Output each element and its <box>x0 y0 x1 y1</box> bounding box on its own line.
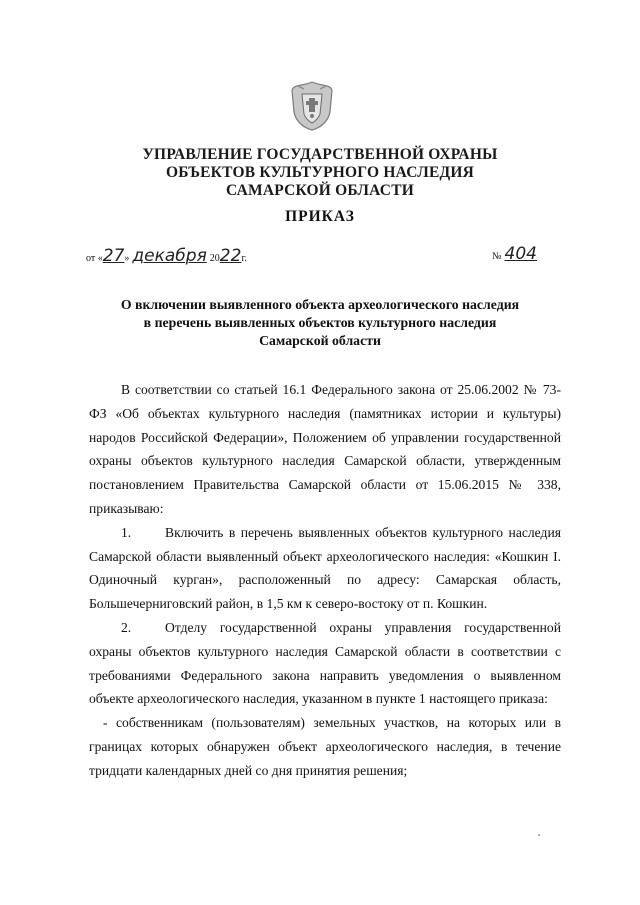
order-number <box>492 244 563 264</box>
item-1-number: 1. <box>121 524 132 540</box>
item-2-paragraph <box>89 616 561 711</box>
date-month: декабря <box>132 246 207 266</box>
item-2-text: Отделу государственной охраны управления государственной охраны объектов культурного наследия Самарской области в соответствии с требованиями Федерального закона направить уведомления о выявленном объекте археологического наследия, указанном в пункте 1 настоящего приказа: <box>89 619 561 707</box>
subject-line-3: Самарской области <box>259 333 381 348</box>
date-prefix: от « <box>86 253 103 264</box>
page-speck <box>538 834 540 836</box>
preamble-paragraph: В соответствии со статьей 16.1 Федерального закона от 25.06.2002 № 73-ФЗ «Об объектах культурного наследия (памятниках истории и культуры) народов Российской Федерации», Положением об управлении государственной охраны объектов культурного наследия Самарской области, утвержденным постановлением Правительства Самарской области от 15.06.2015 № 338, приказываю: <box>89 382 561 516</box>
item-2-number: 2. <box>121 619 132 635</box>
dash-marker: - <box>103 715 108 731</box>
date-day: 27 <box>102 246 125 266</box>
number-prefix: № <box>492 251 502 262</box>
agency-line-2: ОБЪЕКТОВ КУЛЬТУРНОГО НАСЛЕДИЯ <box>165 164 475 181</box>
coat-of-arms-icon <box>290 80 334 132</box>
date-mid: » <box>124 253 130 264</box>
dash-item-1-text: собственникам (пользователям) земельных участков, на которых или в границах которых обнаружен объект археологического наследия, в течение тридцати календарных дней со дня принятия решения; <box>89 715 561 778</box>
dash-item-1 <box>89 711 561 782</box>
date-year-suffix: 22 <box>219 246 242 266</box>
order-subject <box>0 296 640 350</box>
item-1-paragraph <box>89 521 561 616</box>
item-1-text: Включить в перечень выявленных объектов культурного наследия Самарской области выявленный объект археологического наследия: «Кошкин I. Одиночный курган», расположенный по адресу: Самарская область, Большечерниговский район, в 1,5 км к северо-востоку от п. Кошкин. <box>89 524 561 612</box>
subject-line-2: в перечень выявленных объектов культурного наследия <box>143 315 497 330</box>
date-year-prefix: 20 <box>209 253 220 264</box>
agency-line-3: САМАРСКОЙ ОБЛАСТИ <box>225 182 414 199</box>
agency-line-1: УПРАВЛЕНИЕ ГОСУДАРСТВЕННОЙ ОХРАНЫ <box>142 146 498 163</box>
date-suffix: г. <box>241 253 247 264</box>
agency-name <box>0 146 640 200</box>
order-date <box>86 246 247 266</box>
subject-line-1: О включении выявленного объекта археологического наследия <box>120 297 520 312</box>
number-value: 404 <box>504 244 537 264</box>
order-body <box>89 378 561 783</box>
document-type: ПРИКАЗ <box>285 208 355 225</box>
